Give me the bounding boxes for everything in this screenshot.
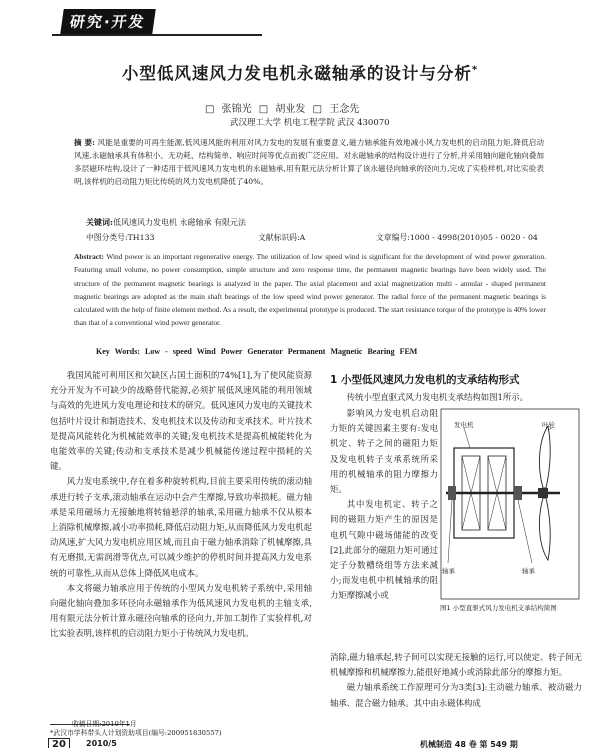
generator-diagram bbox=[440, 408, 580, 600]
title-footnote-mark: * bbox=[471, 64, 479, 76]
authors: □ 张锦光 □ 胡业发 □ 王念先 bbox=[205, 104, 360, 115]
keywords-en bbox=[96, 347, 417, 356]
paragraph: 消除,磁力轴承起,转子间可以实现无接触的运行,可以使定、转子间无机械摩擦和机械摩擦力,能很好地减小或消除此部分的摩擦力矩。 bbox=[330, 652, 582, 678]
abstract-en-label: Abstract: bbox=[74, 252, 104, 261]
keywords-en-text: Low - speed Wind Power Generator Permanent Magnetic Bearing FEM bbox=[144, 347, 418, 356]
abstract-cn-text: 风能是重要的可再生能源,低风速风能的利用对风力发电的发展有重要意义,磁力轴承能有效地减小风力发电机的启动阻力矩,降低启动风速,永磁轴承具有体积小、无功耗、结构简单、响应时间等优点而被广泛应用。对永磁轴承的结构设计进行了分析,并采用轴向磁化轴向叠加多层磁环结构,设计了一种适用于低风速风力发电机的永磁轴承,用有限元法分析计算了该永磁径向轴承的径向力,完成了实验样机,对比实验表明,该样机的启动阻力矩比传统的风力发电机降低了40%。 bbox=[74, 138, 544, 186]
abstract-cn-label: 摘 要: bbox=[74, 138, 95, 147]
label-bearing-right: 轴承 bbox=[522, 567, 535, 575]
abstract-en bbox=[74, 250, 546, 330]
page-number: 20 bbox=[48, 738, 70, 748]
issue-date: 2010/5 bbox=[86, 739, 117, 748]
paragraph: 影响风力发电机启动阻力矩的关键因素主要有:发电机定、转子之间的磁阻力矩及发电机转子支承系统所采用的机械轴承的阻力摩擦力矩。 bbox=[330, 408, 438, 495]
paragraph: 其中发电机定、转子之间的磁阻力矩产生的原因是电机气隙中磁场储能的改变[2],此部分的磁阻力矩可通过定子分数槽绕组等方法来减小;而发电机中机械轴承的阻力矩摩擦减小或 bbox=[330, 499, 438, 601]
figure-1 bbox=[440, 408, 580, 628]
right-column-full bbox=[330, 650, 582, 711]
label-bearing-left: 轴承 bbox=[442, 567, 455, 575]
right-column-narrow bbox=[330, 406, 438, 604]
received-date: 收稿日期:2010年1月 bbox=[72, 720, 137, 728]
abstract-en-text: Wind power is an important regenerative energy. The utilization of low speed wind is significant for the development of wind power generation. Featuring small volume, no power consumption, simple structure and zero response time, the permanent magnetic bearings have been widely used. The structure of the permanent magnetic bearings is analyzed in the paper. The axial placement and axial magnetization multi - annular - shaped permanent magnetic bearings are adopted as the main shaft bearings of the low speed wind power generator. The radial force of the permanent magnetic bearings is calculated with the help of finite element method. As a result, the experimental prototype is produced. The start resistance torque of the prototype is 40% lower than that of a conventional wind power generator. bbox=[74, 252, 546, 328]
keywords-cn bbox=[86, 217, 246, 228]
clc-number: 中图分类号:TH133 bbox=[86, 233, 155, 242]
section-heading: 1 小型低风速风力发电机的支承结构形式 bbox=[330, 374, 520, 386]
affiliation: 武汉理工大学 机电工程学院 武汉 430070 bbox=[230, 118, 390, 128]
footnote bbox=[50, 728, 222, 738]
funding-note: *武汉市学科带头人计划资助项目(编号:200951830557) bbox=[50, 729, 222, 737]
keywords-en-label: Key Words: bbox=[96, 347, 140, 356]
paper-title-text: 小型低风速风力发电机永磁轴承的设计与分析 bbox=[121, 64, 472, 83]
paragraph: 我国风能可利用区和欠缺区占国土面积的74%[1],为了使风能资源充分开发为不可缺少的战略替代能源,必须扩展低风速风能的利用领域与高效的先进风力发电理论和技术的研究。低风速风力发电的关键技术包括叶片设计和制造技术、发电机技术以及传动和支承技术。叶片技术是提高风能转化为机械能效率的关键;发电机技术是提高机械能转化为电能效率的关键;传动和支承技术是减少机械能传递过程中损耗的关键。 bbox=[50, 370, 312, 472]
paragraph: 本文将磁力轴承应用于传统的小型风力发电机转子系统中,采用轴向磁化轴向叠加多环径向永磁轴承作为低风速风力发电机的主轴支承,用有限元法分析计算永磁径向轴承的径向力,并加工制作了实验样机,对比实验表明,该样机的启动阻力矩小于传统风力发电机。 bbox=[50, 582, 312, 639]
paragraph: 传统小型直驱式风力发电机支承结构如图1所示。 bbox=[346, 392, 528, 402]
article-number: 文章编号:1000 - 4998(2010)05 - 0020 - 04 bbox=[376, 233, 538, 242]
document-code: 文献标识码:A bbox=[258, 233, 306, 242]
keywords-cn-label: 关键词: bbox=[86, 217, 113, 227]
figure-caption: 图1 小型直驱式风力发电机支承结构简图 bbox=[440, 604, 557, 612]
section-tag: 研究·开发 bbox=[60, 9, 155, 34]
paragraph: 风力发电系统中,存在着多种旋转机构,目前主要采用传统的滚动轴承进行转子支承,滚动轴承在运动中会产生摩擦,导致功率损耗。磁力轴承是采用磁场力无接触地将转轴悬浮的轴承,采用磁力轴承不仅从根本上消除机械摩擦,减小功率损耗,降低启动阻力矩,从而降低风力发电机起动风速,扩大风力发电机应用区域,而且由于磁力轴承消除了机械摩擦,具有无磨损,无需润滑等优点,可以减少维护的停机时间并提高风力发电系统的可靠性,从而从总体上降低风电成本。 bbox=[50, 476, 312, 578]
journal-info: 机械制造 48 卷 第 549 期 bbox=[420, 740, 518, 748]
abstract-cn bbox=[74, 136, 544, 188]
paper-title bbox=[0, 60, 600, 84]
paragraph: 磁力轴承系统工作原理可分为3类[3]:主动磁力轴承、被动磁力轴承、混合磁力轴承。其中由永磁体构成 bbox=[330, 682, 582, 708]
label-generator: 发电机 bbox=[454, 421, 474, 429]
label-blade: 叶轮 bbox=[542, 421, 555, 429]
left-column bbox=[50, 368, 312, 642]
keywords-cn-text: 低风速风力发电机 永磁轴承 有限元法 bbox=[112, 218, 247, 227]
